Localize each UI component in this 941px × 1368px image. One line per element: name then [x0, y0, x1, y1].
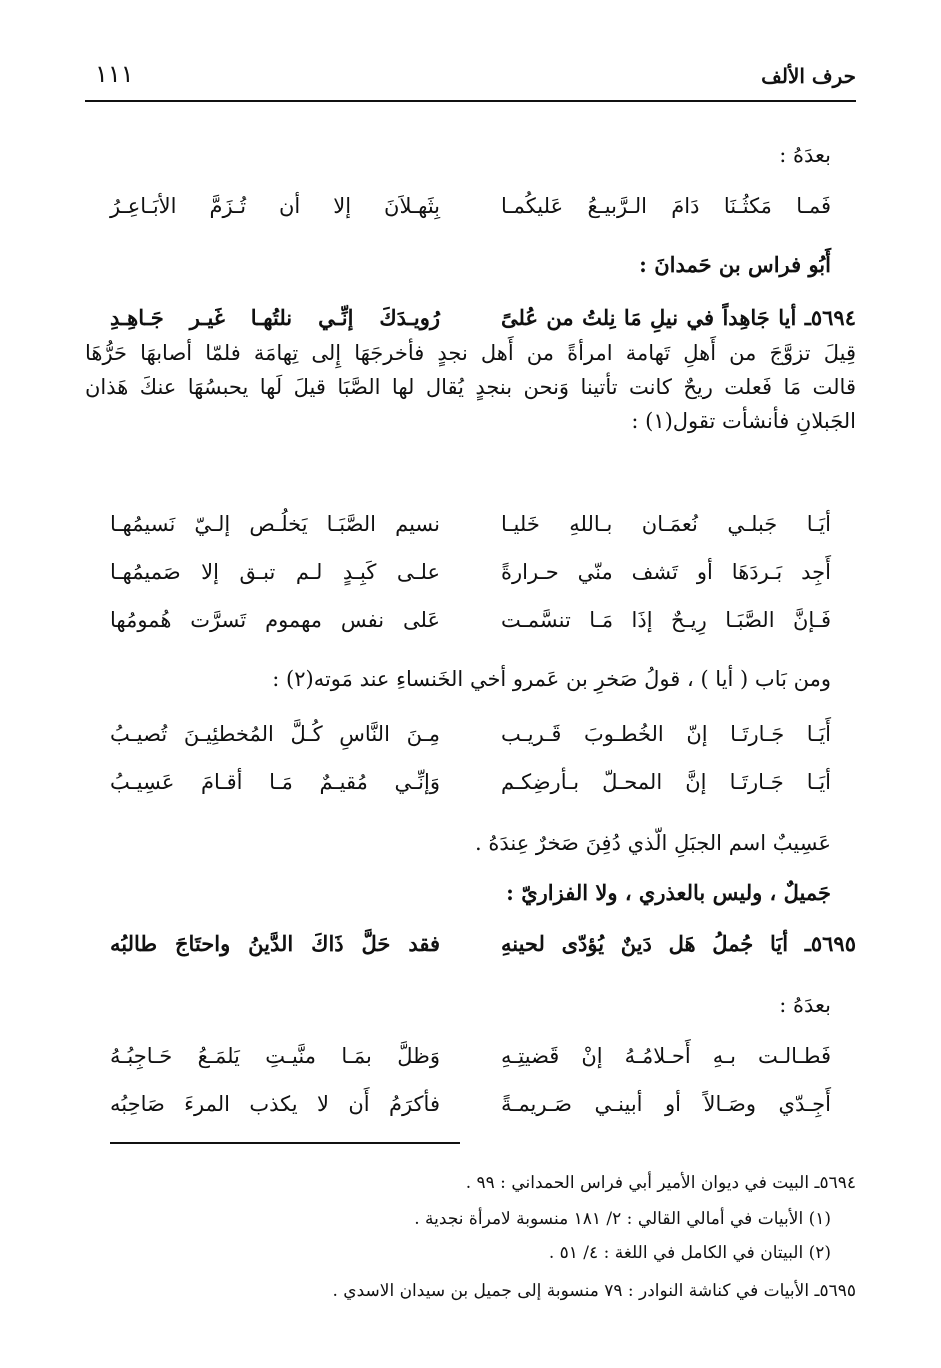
verse: [110, 1088, 831, 1120]
verse-hemistich-first: ٥٦٩٥ـ أيَا جُملُ هَل دَينٌ يُؤدّى لحينهِ: [501, 931, 856, 956]
verse-hemistich-second: عَلى نفس مهموم تَسرَّت هُمومُها: [110, 608, 440, 632]
verse-hemistich-second: وَإنِّـي مُقيـمٌ مَـا أقـامَ عَسِيـبُ: [110, 770, 440, 794]
verse: [110, 508, 831, 540]
footnote: (١) الأبيات في أمالي القالي : ٢/ ١٨١ منسوبة لامرأة نجدية .: [414, 1209, 831, 1229]
verse-hemistich-second: رُويـدَكَ إنِّـي نلتُهـا غَيـر جَـاهِـدِ: [110, 305, 440, 330]
verse: [110, 604, 831, 636]
footnote: (٢) البيتان في الكامل في اللغة : ٤/ ٥١ .: [548, 1243, 831, 1263]
footnote-rule: [110, 1142, 460, 1144]
page-number: ١١١: [95, 60, 134, 88]
verse: [110, 766, 831, 798]
verse-hemistich-first: أيَـا جَـارتَـا إنَّ المحـلّ بـأرضِكـم: [501, 770, 831, 794]
verse: [110, 556, 831, 588]
running-head-title: حرف الألف: [761, 64, 856, 88]
verse-hemistich-first: أَجِد بَـردَهَا أو تَشف منّي حـرارةً: [501, 560, 831, 584]
text-line: ومن بَاب ( أيا ) ، قولُ صَخرِ بن عَمرو أخي الخَنساءِ عند مَوته(٢) :: [272, 667, 831, 691]
text-line: بعدَهُ :: [779, 143, 831, 167]
verse-hemistich-first: أَجِـدّي وصَـالاً أو أبينـي صَـريمـةً: [501, 1092, 831, 1116]
verse: [110, 718, 831, 750]
verse-hemistich-first: فَمـا مَكثُـنَا دَامَ الـرَّبيـعُ عَليكُمـا: [501, 194, 831, 218]
verse-hemistich-second: بِثَهـلاَنَ إلا أن تُـزَمَّ الأبَـاعِـرُ: [110, 194, 440, 218]
prose-paragraph: [85, 336, 856, 438]
text-line: بعدَهُ :: [779, 993, 831, 1017]
verse-hemistich-first: فَـإنَّ الصَّبَـا رِيـحٌ إذَا مَـا تنسَّمـت: [501, 608, 831, 632]
footnote: ٥٦٩٤ـ البيت في ديوان الأمير أبي فراس الحمداني : ٩٩ .: [465, 1173, 856, 1193]
prose-line: الجَبلانِ فأنشأت تقول(١) :: [631, 409, 856, 433]
prose-line: قالت مَا فَعلت ريحٌ كانت تأتينا وَنحن بنجدٍ يُقال لها الصَّبَا قيلَ لَها يحبسُهَا عنكَ هَذان: [85, 375, 856, 399]
verse-hemistich-second: فقد حَلَّ ذَاكَ الدَّينُ واحتَاجَ طالبُه: [110, 931, 440, 956]
verse-hemistich-first: أَيَـا جَـارتَـا إنّ الخُطـوبَ قَـريـب: [501, 722, 831, 746]
verse-hemistich-first: أيَـا جَبلـي نُعمَـان بـاللهِ خَليـا: [501, 512, 831, 536]
verse-hemistich-second: علـى كَبِـدٍ لـم تبـق إلا صَميمُهـا: [110, 560, 440, 584]
verse-hemistich-first: ٥٦٩٤ـ أيا جَاهِداً في نيلِ مَا نِلتُ من عُلىً: [501, 305, 856, 330]
running-head: [85, 58, 856, 98]
verse-hemistich-second: وَظلَّ بمَـا منَّيـتِ يَلمَـعُ حَـاجِبُـهُ: [110, 1044, 440, 1068]
prose-line: قِيلَ تزوَّجَ من أَهلِ تَهامة امرأةً من أَهل نجدٍ فأخرجَهَا إِلى تِهامَة فلمّا أصابهَا حَرُّهَا: [85, 341, 856, 365]
poet-heading: جَميلٌ ، وليس بالعذري ، ولا الفزاريّ :: [506, 880, 831, 905]
verse: [110, 190, 831, 222]
verse-hemistich-first: فَطـالـت بـهِ أَحـلامُـهُ إنْ قَضيتِـهِ: [501, 1044, 831, 1068]
poet-heading: أَبُو فراس بن حَمدانَ :: [639, 252, 831, 277]
verse-hemistich-second: مِـنَ النَّاسِ كُـلَّ المُخطئِيـنَ تُصيـبُ: [110, 722, 440, 746]
numbered-verse: [110, 302, 856, 334]
header-rule: [85, 100, 856, 102]
verse-hemistich-second: نسيم الصَّبَـا يَخلُـص إلـيّ نَسيمُهـا: [110, 512, 440, 536]
text-line: عَسِيبٌ اسم الجبَلِ الّذي دُفِنَ صَخرٌ عِندَهُ .: [475, 831, 831, 855]
verse: [110, 1040, 831, 1072]
footnote: ٥٦٩٥ـ الأبيات في كناشة النوادر : ٧٩ منسوبة إلى جميل بن سيدان الاسدي .: [332, 1281, 856, 1301]
verse-hemistich-second: فأكرَمُ أَن لا يكذب المرءَ صَاحِبُه: [110, 1092, 440, 1116]
numbered-verse: [110, 928, 856, 960]
